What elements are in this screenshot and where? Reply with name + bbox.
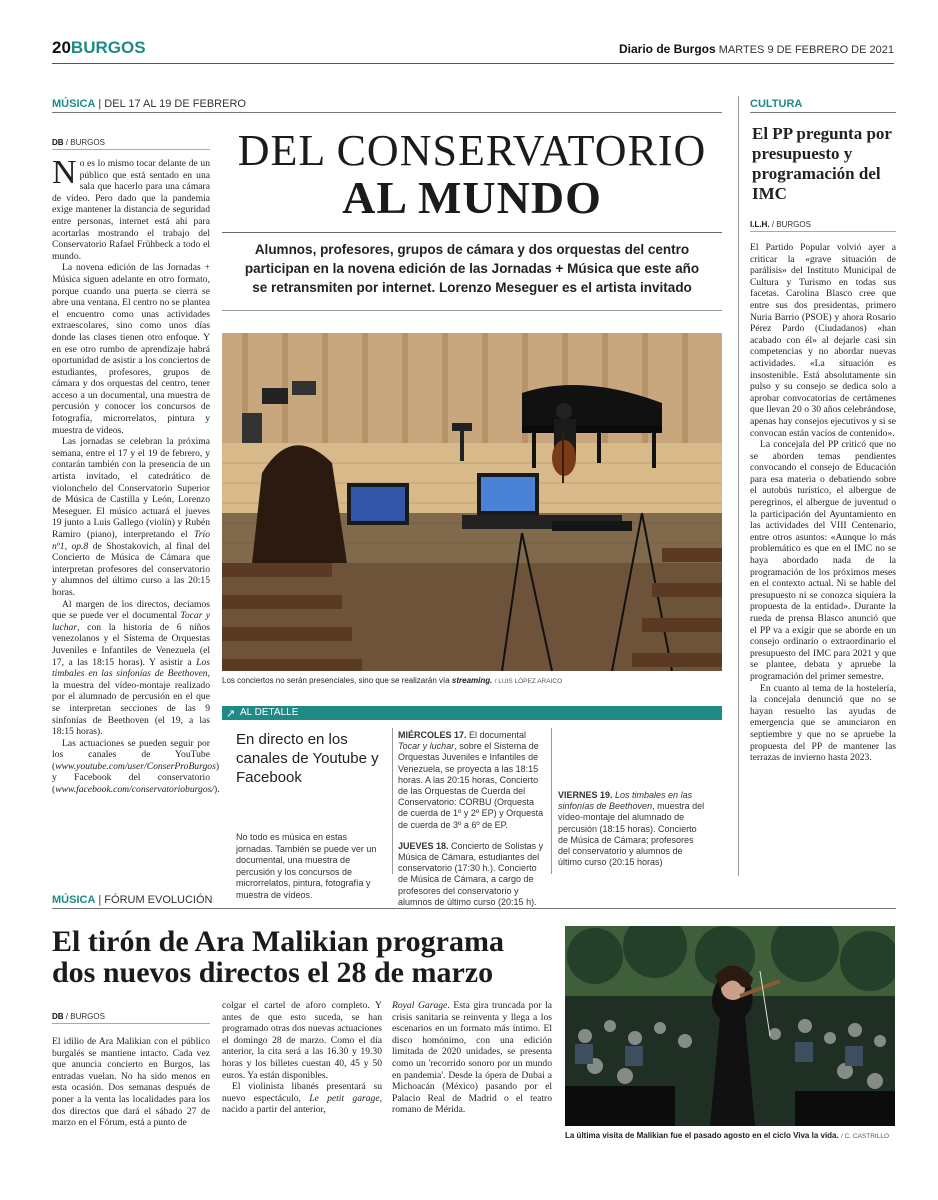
main-byline-place: / BURGOS	[65, 138, 105, 147]
malikian-caption-text: La última visita de Malikian fue el pasado agosto en el ciclo Viva la vida.	[565, 1131, 839, 1140]
detalle-fri	[558, 790, 708, 868]
detalle-col-wed-thu	[398, 730, 546, 908]
main-p5-b: ) y Facebook del conservatorio (	[52, 760, 220, 796]
detalle-intro: No todo es música en estas jornadas. También se puede ver un documental, una muestra de percusión y los concursos de microrrelatos, pintura, fotografía y muestra de vídeos.	[236, 832, 377, 900]
right-column-rule	[738, 96, 739, 876]
paper-info	[619, 42, 894, 56]
subhead-top-rule	[222, 232, 722, 233]
detalle-title: En directo en los canales de Youtube y Facebook	[236, 731, 379, 786]
col2-p2-a: El violinista libanés presentará su nuevo espectáculo,	[222, 1081, 382, 1104]
malikian-headline	[52, 926, 552, 988]
malikian-col-1	[52, 1036, 210, 1129]
malikian-headline-1: El tirón de Ara Malikian programa	[52, 925, 504, 958]
col2-p2-b: , nacido a partir del anterior,	[222, 1092, 383, 1116]
cultura-paragraph-3: En cuanto al tema de la hostelería, la concejala denunció que no se hayan resuelto las ayudas de emergencia que se anunciaron en septiembre y que no se apruebe la propuesta del PP de mantener las terrazas de invierno hasta 2023.	[750, 682, 896, 764]
malikian-section-detail: | FÓRUM EVOLUCIÓN	[98, 894, 213, 906]
wed-label: MIÉRCOLES 17.	[398, 730, 467, 740]
main-p1-text: o es lo mismo tocar delante de un público que está sentado en una sala que hacerlo para una cámara de vídeo. Pero dado que la pandemia exige mantener la distancia de seguridad entre personas, internet está ahí para acortarlas mostrando el trabajo del Conservatorio Rafael Frühbeck a todo el mundo.	[52, 158, 210, 262]
malikian-byline	[52, 1012, 210, 1024]
main-paragraph-5	[52, 737, 220, 796]
page-section: BURGOS	[70, 38, 146, 57]
wed-a: El documental	[466, 730, 527, 740]
main-headline-1: DEL CONSERVATORIO	[237, 126, 707, 175]
malikian-col3-text	[392, 1000, 552, 1116]
main-p4-c: , la muestra del vídeo-montaje realizado por el alumnado de percusión en el que se interpretan secciones de las 9 sinfonías de Beethoven (el 19, a las 18:15 horas).	[52, 668, 210, 738]
main-paragraph-1	[52, 154, 210, 262]
malikian-col2-p1: colgar el cartel de aforo completo. Y antes de que esto suceda, se han programado otras dos nuevas actuaciones el domingo 28 de marzo. Como el día anterior, la cita será a las 16.30 y 19.30 horas y los billetes cuestan 40, 45 y 50 euros. Ya están disponibles.	[222, 1000, 382, 1081]
main-body-column	[52, 154, 220, 796]
dropcap: N	[52, 154, 77, 191]
main-photo-caption	[222, 676, 722, 685]
cultura-body	[750, 242, 896, 764]
cultura-paragraph-1: El Partido Popular volvió ayer a criticar la «grave situación de parálisis» del Instituto Municipal de Cultura y Turismo en todas sus facetas. Carolina Blasco cree que entre sus dos presidentas, primero Nuria Barrio (PSOE) y ahora Rosario Pérez Pardo (Ciudadanos) «han acabado con él» al dejarle casi sin competencias y no abordar nuevas actividades. «La situación es insostenible. Está absolutamente sin pulso y su consejo se dedica solo a aprobar convocatorias de certámenes que llevan 20 o 30 años celebrándose, apenas hay consejos ejecutivos y si se convocan están vacíos de contenido».	[750, 242, 896, 439]
thu-label: JUEVES 18.	[398, 840, 449, 851]
main-subhead	[222, 240, 722, 297]
main-p3-em: Trío nº1, op.8	[52, 529, 210, 552]
fri-text: , muestra del vídeo-montaje del alumnado de percusión (18:15 horas). Concierto de Música de Cámara; profesores del conservatorio y alumnos de último curso (20:15 horas)	[558, 801, 705, 868]
cultura-byline	[750, 220, 896, 232]
fri-em: Los timbales en las sinfonías de Beethoven	[558, 790, 693, 812]
malikian-photo	[565, 926, 895, 1126]
main-p5-a: Las actuaciones se pueden seguir por los canales de YouTube (	[52, 737, 210, 772]
trend-arrow-icon: ↗	[226, 708, 236, 720]
cultura-byline-place: / BURGOS	[771, 220, 811, 229]
main-section-label	[52, 98, 722, 113]
malikian-section-label	[52, 894, 896, 909]
malikian-photo-caption	[565, 1131, 895, 1140]
main-section-detail: | DEL 17 AL 19 DE FEBRERO	[98, 98, 246, 110]
thu-text: Concierto de Solistas y Música de Cámara, estudiantes del conservatorio (17:30 h.). Concierto de Música de Cámara, a cargo de profesores del conservatorio y alumnos de último curso (20:15 h).	[398, 840, 544, 907]
subhead-bottom-rule	[222, 310, 722, 311]
malikian-concert-illustration	[565, 926, 895, 1126]
col3-text: . Esta gira truncada por la crisis sanitaria se reinventa y llega a los escenarios en un formato más íntimo. El disco homónimo, con una edición limitada de 2020 unidades, se presenta como un 'recorrido sonoro por un mundo en pandemia'. Desde la ópera de Dubai a Michoacán (México) pasando por el Palacio Real de Madrid o el teatro romano de Mérida.	[392, 1000, 552, 1116]
subhead-line-3: se retransmiten por internet. Lorenzo Meseguer es el artista invitado	[252, 280, 692, 295]
main-photo	[222, 333, 722, 671]
malikian-col1-text: El idilio de Ara Malikian con el público burgalés se mantiene intacto. Cada vez que anuncia concierto en Burgos, las entradas vuelan. No ha sido menos en esta ocasión. Dos semanas después de poner a la venta las localidades para los dos directos que dará el sábado 27 de marzo en el Fórum, está a punto de	[52, 1036, 210, 1129]
main-photo-credit: / LUIS LÓPEZ ARAICO	[494, 678, 563, 685]
page-number-value: 20	[52, 38, 71, 57]
subhead-line-2: participan en la novena edición de las Jornadas + Música que este año	[244, 261, 700, 276]
detalle-rule-1	[392, 728, 393, 874]
fri-label: VIERNES 19.	[558, 790, 613, 800]
main-p5-em1: www.youtube.com/user/ConserProBurgos	[55, 760, 216, 772]
malikian-col-3	[392, 1000, 552, 1116]
main-p5-c: ).	[214, 784, 220, 796]
concert-hall-illustration	[222, 333, 722, 671]
main-p4-a: Al margen de los directos, decíamos que se puede ver el documental	[52, 598, 210, 622]
malikian-headline-2: dos nuevos directos el 28 de marzo	[52, 956, 494, 989]
detalle-bar-label: AL DETALLE	[240, 707, 299, 718]
main-p4-em1: Tocar y luchar	[52, 610, 210, 633]
detalle-wed	[398, 730, 546, 831]
col3-em: Royal Garage	[392, 1000, 448, 1011]
malikian-col-2	[222, 1000, 382, 1116]
cultura-section-name: CULTURA	[750, 98, 803, 110]
main-section-name: MÚSICA	[52, 98, 96, 110]
paper-date: MARTES 9 DE FEBRERO DE 2021	[718, 44, 894, 56]
main-p4-em2: Los timbales en las sinfonías de Beethoven	[52, 656, 210, 680]
cultura-section-label	[750, 98, 896, 113]
cultura-paragraph-2: La concejala del PP criticó que no se aborden temas pendientes convocando el consejo de Educación para esa materia o debatiendo sobre el autobús turístico, el albergue de peregrinos, el albergue de juventud o la participación del Ayuntamiento en las actividades del VIII Centenario, entre otros asuntos: «Aunque lo más problemático es que en el IMC no se haya abordado nada de la programación de los próximos meses en el contexto actual. Ni se hable del presupuesto ni se conozca siquiera la propuesta de la entidad». Durante la rueda de prensa Blasco anunció que el PP va a exigir que se aborde en un consejo ordinario o extraordinario el presupuesto del IMC para 2021 y que se plantee, debata y apruebe la programación del primer semestre.	[750, 439, 896, 682]
page-header	[52, 38, 894, 64]
main-paragraph-4	[52, 599, 210, 738]
cultura-headline: El PP pregunta por presupuesto y programación del IMC	[752, 124, 892, 203]
malikian-photo-credit: / C. CASTRILLO	[840, 1133, 890, 1140]
main-byline-author: DB	[52, 138, 64, 147]
main-paragraph-3	[52, 436, 210, 598]
wed-b: , sobre el Sistema de Orquestas Juveniles e Infantiles de Venezuela, se proyecta a las 18:15 horas. A las 20:15 horas, Concierto de las Orquestas de Cuerda del Conservatorio: CORBU (Orquesta de cuerda de 1º y 2º EP) y Orquesta de cuerda de 3º a 6º de EP.	[398, 741, 544, 830]
main-p3-b: de Shostakovich, al final del Concierto de Música de Cámara que interpretan profesores del conservatorio y alumnos del último curso a las 20:15 horas.	[52, 540, 210, 598]
detalle-col-fri	[558, 790, 708, 868]
paper-name: Diario de Burgos	[619, 42, 716, 56]
subhead-line-1: Alumnos, profesores, grupos de cámara y dos orquestas del centro	[254, 242, 690, 257]
main-caption-em: streaming.	[451, 676, 493, 685]
malikian-byline-place: / BURGOS	[65, 1012, 105, 1021]
detalle-bar	[222, 706, 722, 720]
wed-em: Tocar y luchar	[398, 741, 455, 752]
detalle-rule-2	[551, 728, 552, 874]
malikian-col2-p2	[222, 1081, 382, 1116]
page-number	[52, 38, 146, 58]
main-caption-text: Los conciertos no serán presenciales, sino que se realizarán vía	[222, 676, 452, 685]
malikian-byline-author: DB	[52, 1012, 64, 1021]
main-p3-a: Las jornadas se celebran la próxima semana, entre el 17 y el 19 de febrero, y contarán también con la presencia de un artista invitado, el catedrático de violonchelo del Conservatorio Superior de Música de Castilla y León, Lorenzo Meseguer. El músico actuará el jueves 19 junto a Luis Gallego (violín) y Rubén Ramiro (piano), interpretando el	[52, 436, 210, 540]
malikian-section-name: MÚSICA	[52, 894, 96, 906]
main-byline	[52, 138, 210, 150]
main-p4-b: , con la historia de 6 niños venezolanos y el Sistema de Orquestas Juveniles e Infantiles de Venezuela (el 17, a las 18:15 horas). Y asistir a	[52, 621, 210, 668]
main-paragraph-2: La novena edición de las Jornadas + Música siguen adelante en otro formato, porque cuando una puerta se cierra se abre una ventana. El centro no se plantea el encuentro como unas actividades extraescolares, sino como unos días donde las clases tienen otro enfoque. Y en ese otro rumbo de aprendizaje habrá oportunidad de asistir a los conciertos de estudiantes, profesores, grupos de cámara y dos orquestas del centro, tener acceso a un documental, una muestra de percusión y conocer los concursos de fotografía, microrrelatos, pintura y muestra de vídeos.	[52, 262, 210, 436]
main-headline-2: AL MUNDO	[342, 172, 602, 223]
cultura-byline-author: I.L.H.	[750, 220, 770, 229]
col2-p2-em: Le petit garage	[309, 1092, 380, 1104]
main-p5-em2: www.facebook.com/conservatorioburgos/	[55, 784, 215, 796]
